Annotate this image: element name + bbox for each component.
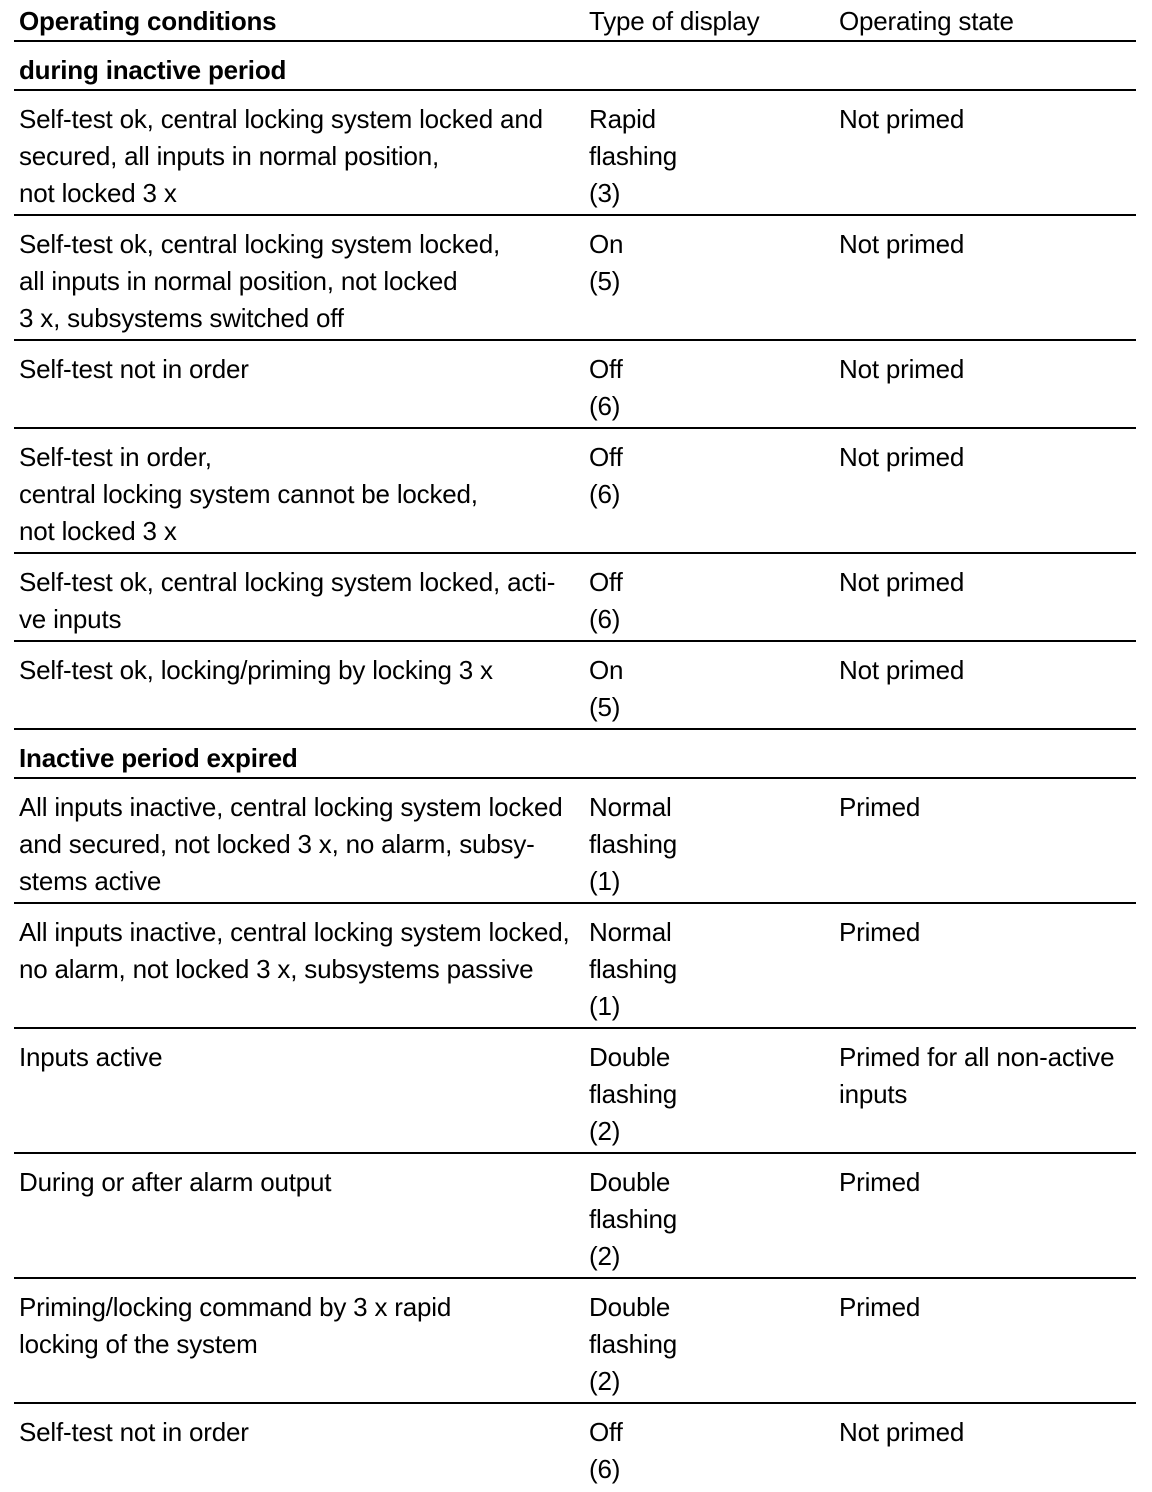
display-cell: Off (6) xyxy=(589,1417,623,1484)
table-row xyxy=(14,341,1136,429)
header-operating-conditions: Operating conditions xyxy=(19,6,277,36)
state-cell: Primed xyxy=(839,917,921,947)
table-row xyxy=(14,779,1136,904)
condition-cell: Inputs active xyxy=(19,1042,163,1072)
state-cell: Not primed xyxy=(839,655,965,685)
condition-cell: Self-test ok, central locking system locked, all inputs in normal position, not locked 3 x, subsystems switched off xyxy=(19,229,501,333)
condition-cell: During or after alarm output xyxy=(19,1167,332,1197)
condition-cell: Self-test ok, locking/priming by locking 3 x xyxy=(19,655,493,685)
table-row xyxy=(14,216,1136,341)
table-row xyxy=(14,1279,1136,1404)
state-cell: Not primed xyxy=(839,354,965,384)
condition-cell: Self-test in order, central locking system cannot be locked, not locked 3 x xyxy=(19,442,478,546)
display-cell: Double flashing (2) xyxy=(589,1292,678,1396)
table-row xyxy=(14,91,1136,216)
state-cell: Primed xyxy=(839,1292,921,1322)
display-cell: On (5) xyxy=(589,655,624,722)
display-cell: Normal flashing (1) xyxy=(589,792,678,896)
table-row xyxy=(14,642,1136,730)
condition-cell: Self-test ok, central locking system locked and secured, all inputs in normal position, not locked 3 x xyxy=(19,104,543,208)
table-row xyxy=(14,904,1136,1029)
state-cell: Not primed xyxy=(839,567,965,597)
header-type-of-display: Type of display xyxy=(589,6,760,36)
table-row xyxy=(14,1404,1136,1492)
header-operating-state: Operating state xyxy=(839,6,1014,36)
display-cell: Off (6) xyxy=(589,354,623,421)
state-cell: Primed for all non-active inputs xyxy=(839,1042,1115,1109)
table-row xyxy=(14,1154,1136,1279)
display-cell: Double flashing (2) xyxy=(589,1042,678,1146)
display-cell: On (5) xyxy=(589,229,624,296)
state-cell: Primed xyxy=(839,792,921,822)
table-row xyxy=(14,554,1136,642)
condition-cell: Self-test ok, central locking system locked, acti- ve inputs xyxy=(19,567,556,634)
condition-cell: All inputs inactive, central locking system locked and secured, not locked 3 x, no alarm, subsy- stems active xyxy=(19,792,563,896)
display-cell: Normal flashing (1) xyxy=(589,917,678,1021)
operating-conditions-table xyxy=(14,0,1136,1492)
section-heading xyxy=(14,730,1136,779)
state-cell: Not primed xyxy=(839,1417,965,1447)
condition-cell: Self-test not in order xyxy=(19,354,249,384)
display-cell: Off (6) xyxy=(589,442,623,509)
state-cell: Primed xyxy=(839,1167,921,1197)
display-cell: Off (6) xyxy=(589,567,623,634)
table-row xyxy=(14,1029,1136,1154)
section-heading xyxy=(14,42,1136,91)
state-cell: Not primed xyxy=(839,229,965,259)
state-cell: Not primed xyxy=(839,104,965,134)
table-header xyxy=(14,0,1136,42)
section-title: Inactive period expired xyxy=(19,743,298,773)
table-row xyxy=(14,429,1136,554)
condition-cell: All inputs inactive, central locking system locked, no alarm, not locked 3 x, subsystems passive xyxy=(19,917,570,984)
condition-cell: Priming/locking command by 3 x rapid locking of the system xyxy=(19,1292,452,1359)
display-cell: Double flashing (2) xyxy=(589,1167,678,1271)
display-cell: Rapid flashing (3) xyxy=(589,104,678,208)
condition-cell: Self-test not in order xyxy=(19,1417,249,1447)
section-title: during inactive period xyxy=(19,55,287,85)
state-cell: Not primed xyxy=(839,442,965,472)
